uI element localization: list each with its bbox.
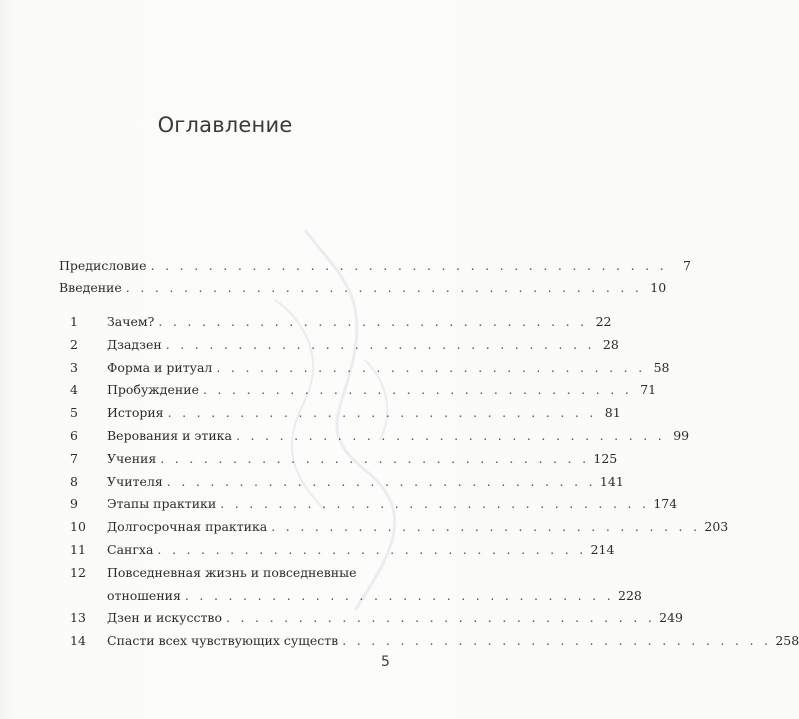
chapter-title: Сангха [107, 541, 154, 557]
chapter-page: 228 [618, 587, 642, 603]
leader-dots: . . . . . . . . . . . . . . . . . . . . . . . . . . . . . . [235, 427, 666, 443]
chapter-list [59, 311, 799, 653]
chapter-number: 4 [70, 382, 78, 398]
toc-chapter-5[interactable] [59, 402, 621, 425]
chapter-title: Этапы практики [107, 496, 217, 512]
chapter-number: 7 [70, 450, 78, 466]
leader-dots: . . . . . . . . . . . . . . . . . . . . . . . . . . . . . . [202, 382, 633, 398]
toc-chapter-14[interactable] [59, 630, 799, 653]
chapter-page: 22 [595, 314, 612, 329]
toc-chapter-11[interactable] [59, 539, 615, 562]
chapter-page: 58 [653, 359, 670, 375]
chapter-title: Учения [107, 450, 157, 466]
toc-entry-page: 10 [650, 280, 667, 295]
leader-dots: . . . . . . . . . . . . . . . . . . . . . . . . . . . . . . [271, 519, 701, 535]
chapter-title-line-1 [107, 562, 642, 585]
leader-dots: . . . . . . . . . . . . . . . . . . . . . . . . . . . . . . [158, 314, 588, 329]
page-title: Оглавление [157, 113, 293, 137]
chapter-title: Зачем? [107, 314, 155, 329]
leader-dots: . . . . . . . . . . . . . . . . . . . . . . . . . . . . . . [342, 633, 772, 649]
chapter-title: Учителя [107, 473, 163, 489]
chapter-number: 2 [70, 336, 78, 352]
chapter-page: 125 [593, 450, 618, 466]
toc-chapter-6[interactable] [59, 425, 690, 448]
leader-dots: . . . . . . . . . . . . . . . . . . . . . . . . . . . . . . [225, 610, 656, 626]
chapter-title: Пробуждение [107, 382, 199, 398]
toc-chapter-12[interactable] [59, 562, 642, 608]
chapter-number: 1 [70, 314, 78, 329]
chapter-number: 11 [70, 541, 86, 557]
toc-chapter-3[interactable] [59, 357, 670, 380]
page-number: 5 [381, 654, 390, 670]
chapter-number: 6 [70, 427, 78, 443]
leader-dots: . . . . . . . . . . . . . . . . . . . . . . . . . . . . . . [166, 473, 596, 489]
chapter-number: 3 [70, 359, 78, 375]
chapter-title-block [107, 562, 642, 608]
leader-dots: . . . . . . . . . . . . . . . . . . . . . . . . . . . . . . [167, 405, 597, 421]
chapter-title: Верования и этика [107, 427, 232, 443]
toc-chapter-9[interactable] [59, 493, 678, 516]
chapter-page: 249 [659, 610, 683, 626]
chapter-number: 13 [70, 610, 86, 626]
chapter-page: 174 [653, 496, 678, 512]
chapter-title-line-2 [107, 585, 642, 608]
leader-dots: . . . . . . . . . . . . . . . . . . . . . . . . . . . . . . [184, 587, 615, 603]
chapter-page: 203 [704, 519, 729, 535]
leader-dots: . . . . . . . . . . . . . . . . . . . . . . . . . . . . . . [165, 336, 595, 352]
chapter-number: 5 [70, 405, 78, 421]
chapter-page: 258 [775, 633, 799, 649]
leader-dots: . . . . . . . . . . . . . . . . . . . . . . . . . . . . . . [216, 359, 646, 375]
toc-chapter-4[interactable] [59, 379, 657, 402]
leader-dots: . . . . . . . . . . . . . . . . . . . . . . . . . . . . . . [220, 496, 650, 512]
chapter-number: 14 [70, 633, 86, 649]
chapter-title-continued: отношения [107, 587, 181, 603]
chapter-title: Дзен и искусство [107, 610, 222, 626]
chapter-number: 8 [70, 473, 78, 489]
chapter-title: Дзадзен [107, 336, 162, 352]
chapter-page: 99 [673, 427, 690, 443]
leader-dots: . . . . . . . . . . . . . . . . . . . . . . . . . . . . . . [157, 541, 587, 557]
toc-entry-label: Предисловие [59, 258, 147, 273]
leader-dots: . . . . . . . . . . . . . . . . . . . . . . . . . . . . . . . . . . . . [150, 258, 667, 273]
chapter-page: 28 [602, 336, 619, 352]
chapter-page: 71 [640, 382, 657, 398]
chapter-title: История [107, 405, 164, 421]
toc-chapter-10[interactable] [59, 516, 729, 539]
front-matter-list [59, 255, 691, 299]
toc-entry-introduction[interactable] [59, 277, 667, 299]
chapter-title: Спасти всех чувствующих существ [107, 633, 339, 649]
chapter-title: Повседневная жизнь и повседневные [107, 564, 357, 580]
leader-dots: . . . . . . . . . . . . . . . . . . . . . . . . . . . . . . . . . . . . [125, 280, 643, 295]
chapter-number: 10 [70, 519, 86, 535]
leader-dots: . . . . . . . . . . . . . . . . . . . . . . . . . . . . . . [160, 450, 590, 466]
chapter-title: Форма и ритуал [107, 359, 213, 375]
chapter-page: 141 [599, 473, 624, 489]
chapter-page: 81 [604, 405, 621, 421]
toc-chapter-13[interactable] [59, 607, 683, 630]
chapter-number: 9 [70, 496, 78, 512]
toc-entry-page: 7 [683, 258, 691, 273]
toc-entry-preface[interactable] [59, 255, 691, 277]
toc-chapter-2[interactable] [59, 334, 619, 357]
toc-chapter-7[interactable] [59, 448, 618, 471]
toc-chapter-8[interactable] [59, 471, 624, 494]
toc-chapter-1[interactable] [59, 311, 612, 334]
chapter-page: 214 [590, 541, 615, 557]
toc-entry-label: Введение [59, 280, 122, 295]
chapter-number: 12 [70, 564, 86, 580]
chapter-title: Долгосрочная практика [107, 519, 268, 535]
